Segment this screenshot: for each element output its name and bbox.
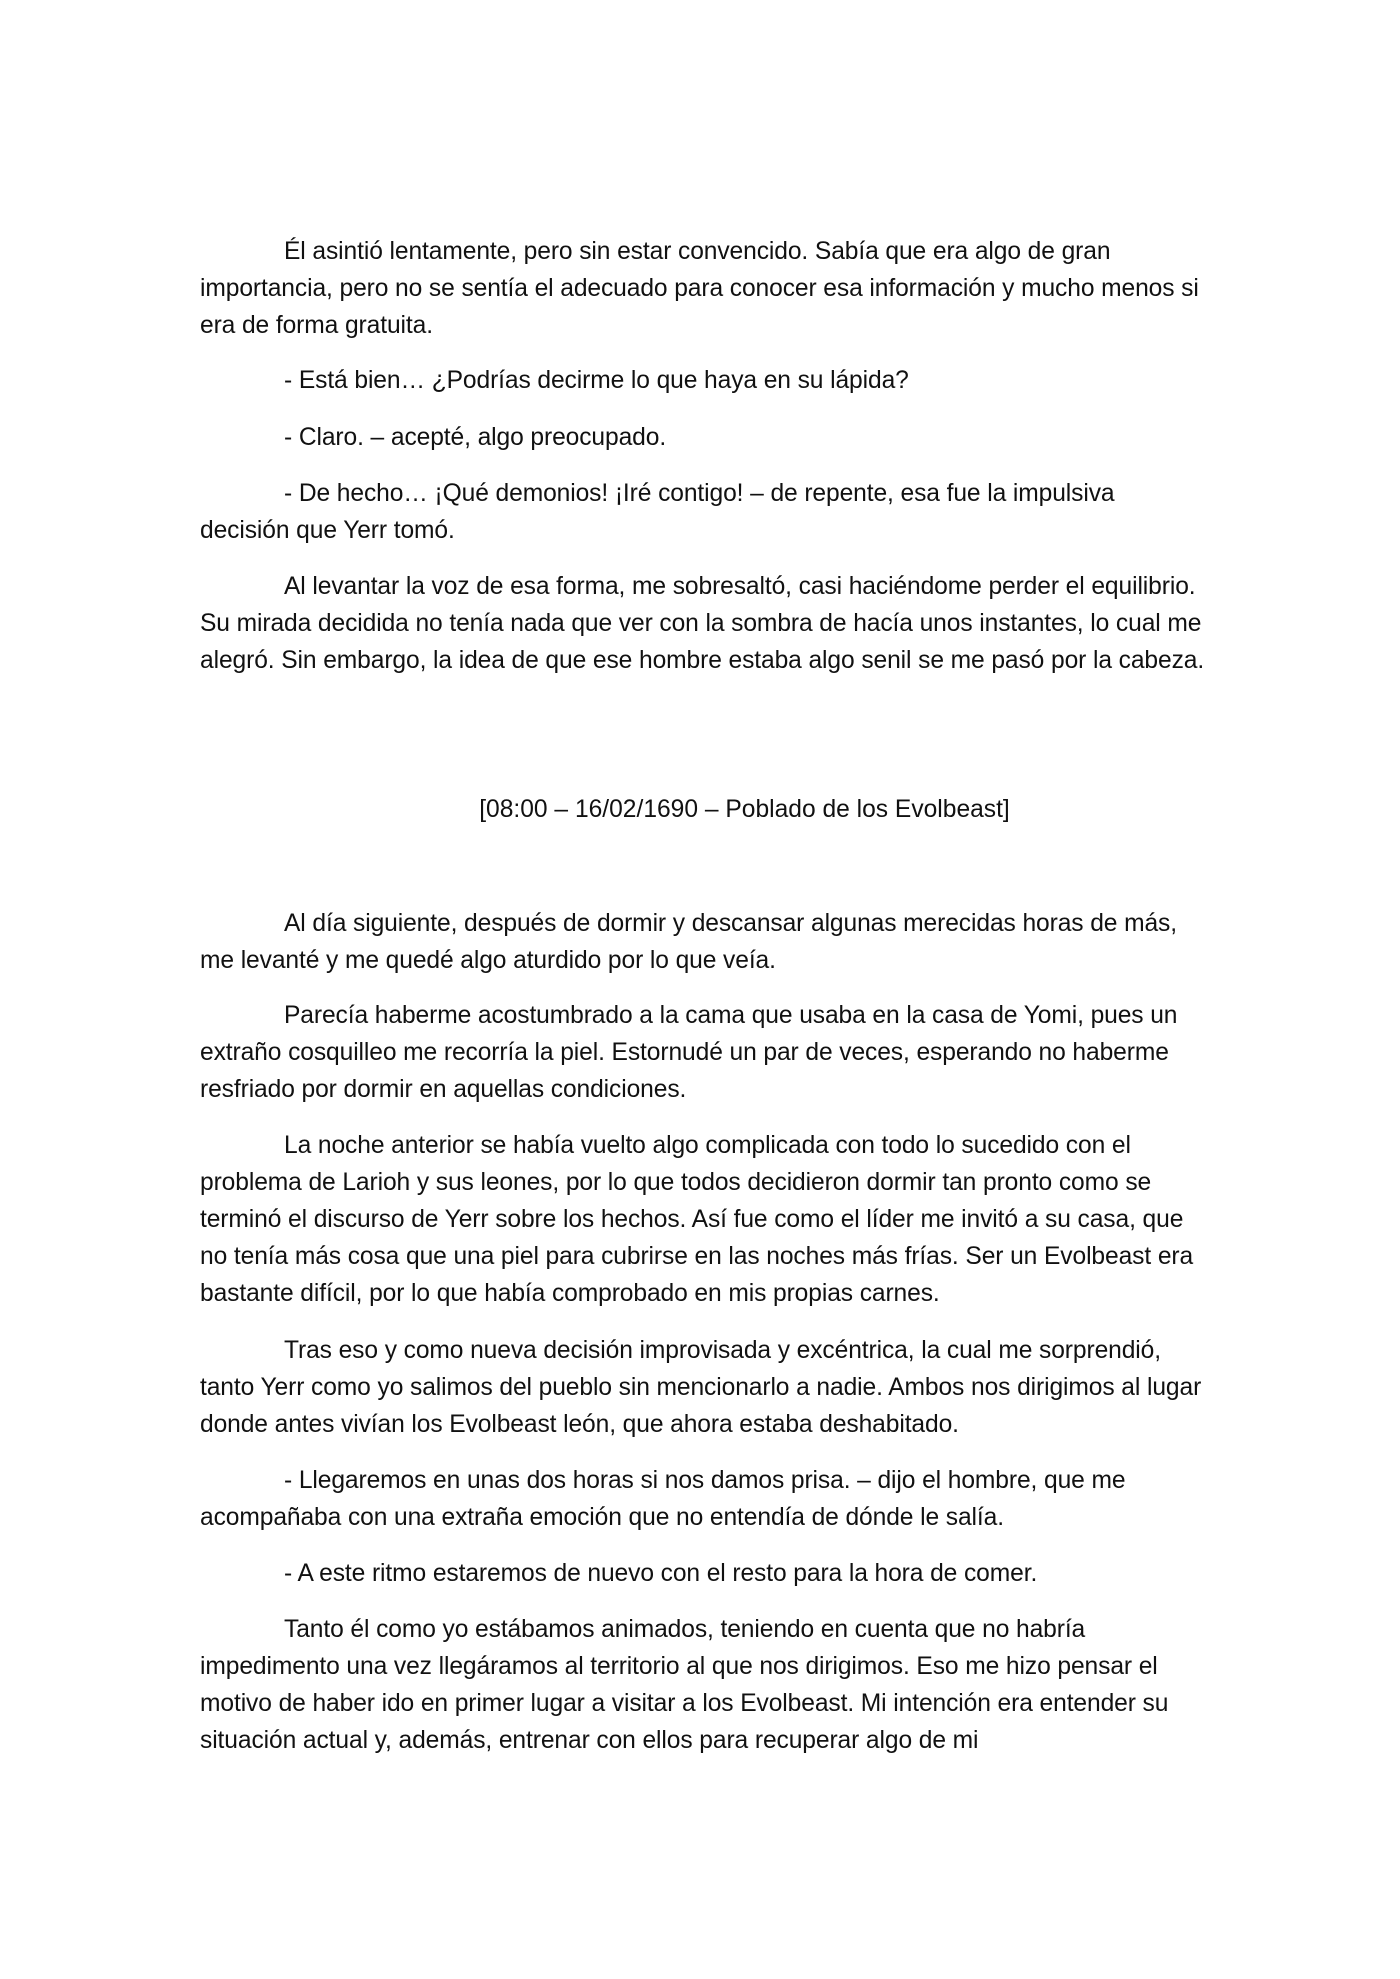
paragraph: Él asintió lentamente, pero sin estar convencido. Sabía que era algo de gran importancia, pero no se sentía el adecuado para conocer esa información y mucho menos si era de forma gratuita. [200,238,1199,339]
paragraph: - Está bien… ¿Podrías decirme lo que haya en su lápida? [284,367,909,394]
paragraph: La noche anterior se había vuelto algo complicada con todo lo sucedido con el problema de Larioh y sus leones, por lo que todos decidieron dormir tan pronto como se terminó el discurso de Yerr sobre los hechos. Así fue como el líder me invitó a su casa, que no tenía más cosa que una piel para cubrirse en las noches más frías. Ser un Evolbeast era bastante difícil, por lo que había comprobado en mis propias carnes. [200,1132,1194,1307]
paragraph: - De hecho… ¡Qué demonios! ¡Iré contigo! – de repente, esa fue la impulsiva decisión que Yerr tomó. [200,480,1115,544]
paragraph: Parecía haberme acostumbrado a la cama que usaba en la casa de Yomi, pues un extraño cosquilleo me recorría la piel. Estornudé un par de veces, esperando no haberme resfriado por dormir en aquellas condiciones. [200,1002,1178,1103]
paragraph: - A este ritmo estaremos de nuevo con el resto para la hora de comer. [284,1560,1038,1587]
paragraph: Tras eso y como nueva decisión improvisada y excéntrica, la cual me sorprendió, tanto Yerr como yo salimos del pueblo sin mencionarlo a nadie. Ambos nos dirigimos al lugar donde antes vivían los Evolbeast león, que ahora estaba deshabitado. [200,1337,1202,1438]
paragraph: Al día siguiente, después de dormir y descansar algunas merecidas horas de más, me levanté y me quedé algo aturdido por lo que veía. [200,910,1177,974]
paragraph: Al levantar la voz de esa forma, me sobresaltó, casi haciéndome perder el equilibrio. Su mirada decidida no tenía nada que ver con la sombra de hacía unos instantes, lo cual me alegró. Sin embargo, la idea de que ese hombre estaba algo senil se me pasó por la cabeza. [200,573,1205,674]
scene-heading: [08:00 – 16/02/1690 – Poblado de los Evolbeast] [479,796,1010,823]
paragraph: - Claro. – acepté, algo preocupado. [284,424,667,451]
paragraph: Tanto él como yo estábamos animados, teniendo en cuenta que no habría impedimento una vez llegáramos al territorio al que nos dirigimos. Eso me hizo pensar el motivo de haber ido en primer lugar a visitar a los Evolbeast. Mi intención era entender su situación actual y, además, entrenar con ellos para recuperar algo de mi [200,1616,1169,1754]
paragraph: - Llegaremos en unas dos horas si nos damos prisa. – dijo el hombre, que me acompañaba con una extraña emoción que no entendía de dónde le salía. [200,1467,1126,1531]
